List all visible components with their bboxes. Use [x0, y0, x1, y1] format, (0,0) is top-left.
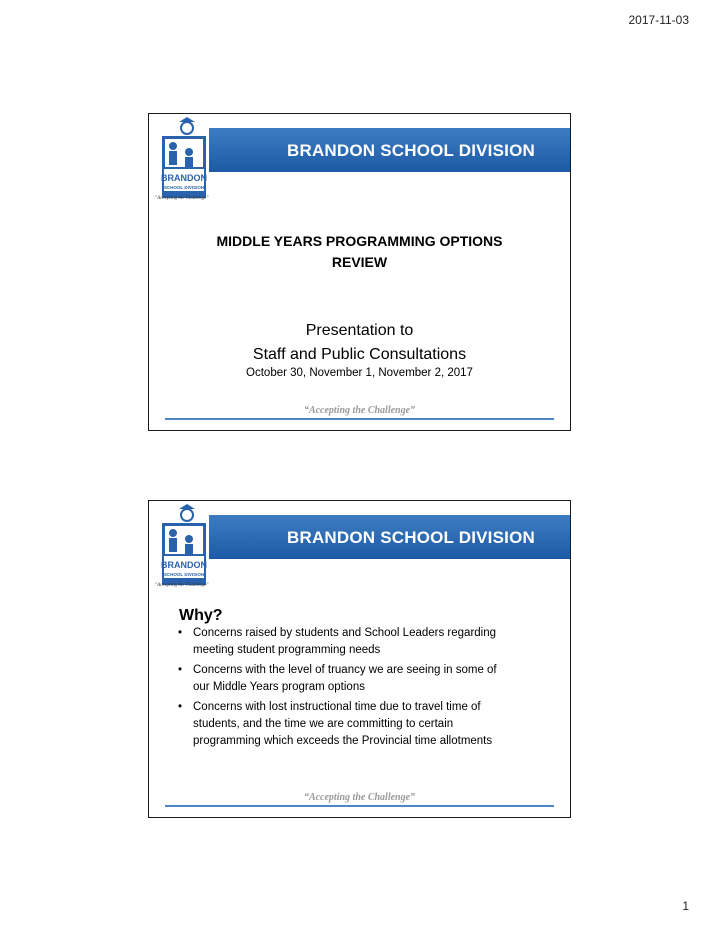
slide-title-text [169, 231, 550, 273]
footer-motto: “Accepting the Challenge” [303, 792, 416, 803]
bullet-icon: • [178, 664, 183, 676]
list-item [175, 625, 515, 659]
title-line-2: REVIEW [331, 254, 388, 270]
banner-title: BRANDON SCHOOL DIVISION [287, 141, 535, 160]
list-item-text: Concerns with lost instructional time due to travel time of students, and the time we are committing to certain programming which exceeds the Provincial time allotments [193, 701, 493, 747]
division-banner [209, 515, 570, 559]
banner-title: BRANDON SCHOOL DIVISION [287, 528, 535, 547]
page-number: 1 [682, 899, 689, 913]
division-banner [209, 128, 570, 172]
slide-heading: Why? [179, 607, 223, 624]
list-item [175, 699, 515, 750]
division-logo-icon [159, 116, 209, 208]
presentation-subtitle [149, 319, 570, 367]
presentation-line-2: Staff and Public Consultations [252, 346, 467, 363]
title-line-1: MIDDLE YEARS PROGRAMMING OPTIONS [216, 233, 503, 249]
list-item-text: Concerns with the level of truancy we are seeing in some of our Middle Years program options [193, 664, 497, 693]
slide-title [148, 113, 571, 431]
logo-text-brandon: BRANDON [161, 173, 207, 183]
presentation-line-1: Presentation to [305, 322, 414, 339]
division-logo-icon [159, 503, 209, 595]
logo-text-division: SCHOOL DIVISION [163, 572, 205, 577]
logo-tagline: "Accepting the Challenge" [155, 583, 209, 588]
bullet-icon: • [178, 701, 183, 713]
footer-divider [165, 805, 554, 807]
footer-divider [165, 418, 554, 420]
slide-why [148, 500, 571, 818]
logo-tagline: "Accepting the Challenge" [155, 196, 209, 201]
page-date: 2017-11-03 [628, 13, 689, 27]
logo-text-brandon: BRANDON [161, 560, 207, 570]
bullet-icon: • [178, 627, 183, 639]
logo-text-division: SCHOOL DIVISION [163, 185, 205, 190]
list-item [175, 662, 515, 696]
reasons-list [175, 625, 515, 753]
list-item-text: Concerns raised by students and School Leaders regarding meeting student programming needs [193, 627, 497, 656]
presentation-dates: October 30, November 1, November 2, 2017 [246, 367, 473, 379]
footer-motto: “Accepting the Challenge” [303, 405, 416, 416]
